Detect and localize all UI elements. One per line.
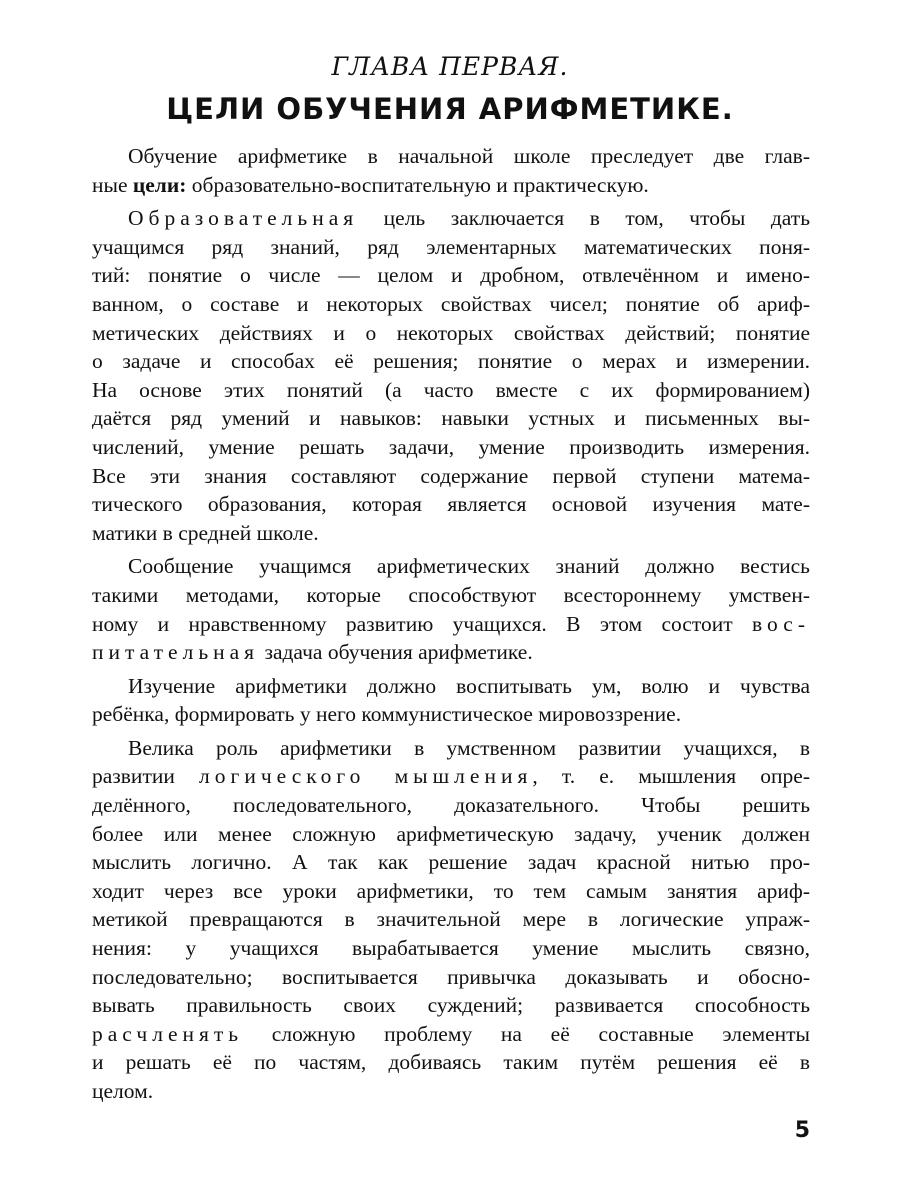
text-run: ные (92, 172, 133, 197)
text-line (92, 376, 810, 405)
text-run: ванном, о составе и некоторых свойствах чисел; понятие об ариф- (92, 291, 810, 316)
text-line (92, 848, 810, 877)
text-line (92, 762, 810, 791)
text-run: Все эти знания составляют содержание первой ступени матема- (92, 463, 810, 488)
text-run: сложную проблему на её составные элементы (243, 1021, 810, 1046)
text-line (92, 204, 810, 233)
text-run: На основе этих понятий (а часто вместе с их формированием) (92, 377, 810, 402)
text-run: Изучение арифметики должно воспитывать ум, волю и чувства (128, 673, 810, 698)
text-line (92, 490, 810, 519)
text-line (92, 820, 810, 849)
chapter-label: ГЛАВА ПЕРВАЯ. (331, 52, 569, 81)
paragraph (92, 552, 810, 666)
text-line (92, 1077, 810, 1106)
text-line (92, 963, 810, 992)
text-run: тического образования, которая является основой изучения мате- (92, 492, 810, 517)
text-run: цель заключается в том, чтобы дать (358, 206, 810, 231)
text-run: мыслить логично. А так как решение задач красной нитью про- (92, 850, 810, 875)
paragraph (92, 734, 810, 1106)
text-line (92, 290, 810, 319)
text-run: развитии (92, 764, 200, 789)
text-line (92, 991, 810, 1020)
text-run: метикой превращаются в значительной мере в логические упраж- (92, 907, 810, 932)
text-run: ребёнка, формировать у него коммунистическое мировоззрение. (92, 702, 682, 727)
text-line (92, 233, 810, 262)
text-line (92, 347, 810, 376)
text-line (92, 171, 810, 200)
page-number: 5 (794, 1118, 810, 1143)
text-line (92, 638, 810, 667)
text-line (92, 672, 810, 701)
text-run: Обучение арифметике в начальной школе преследует две глав- (128, 144, 810, 168)
text-run: матики в средней школе. (92, 520, 319, 545)
text-line (92, 581, 810, 610)
text-line (92, 877, 810, 906)
text-run: последовательно; воспитывается привычка доказывать и обосно- (92, 964, 810, 989)
text-run: Сообщение учащимся арифметических знаний должно вестись (128, 554, 810, 579)
text-run: образовательно-воспитательную и практическую. (186, 172, 649, 197)
text-line (92, 610, 810, 639)
spaced-emphasis: питательная (92, 640, 260, 665)
text-line (92, 261, 810, 290)
paragraph (92, 672, 810, 729)
text-run: делённого, последовательного, доказательного. Чтобы решить (92, 793, 810, 818)
text-run: ному и нравственному развитию учащихся. В этом состоит (92, 611, 752, 636)
text-line (92, 552, 810, 581)
paragraph (92, 204, 810, 547)
text-run: Велика роль арифметики в умственном развитии учащихся, в (128, 735, 810, 760)
text-run: ходит через все уроки арифметики, то тем самым занятия ариф- (92, 878, 810, 903)
bold-term: цели: (132, 172, 187, 197)
text-line (92, 433, 810, 462)
text-run: и решать её по частям, добиваясь таким путём решения её в (92, 1050, 810, 1075)
spaced-emphasis: вос- (752, 611, 810, 636)
text-run: числений, умение решать задачи, умение производить измерения. (92, 434, 810, 459)
text-line (92, 1020, 810, 1049)
text-run: целом. (92, 1079, 154, 1103)
chapter-title: ЦЕЛИ ОБУЧЕНИЯ АРИФМЕТИКЕ. (166, 92, 734, 126)
text-line (92, 791, 810, 820)
text-line (92, 934, 810, 963)
text-line (92, 734, 810, 763)
spaced-emphasis: Образовательная (128, 206, 359, 231)
text-run: метических действиях и о некоторых свойствах действий; понятие (92, 320, 810, 345)
text-run: тий: понятие о числе — целом и дробном, отвлечённом и имено- (92, 263, 810, 288)
text-line (92, 462, 810, 491)
text-line (92, 404, 810, 433)
text-run: такими методами, которые способствуют всестороннему умствен- (92, 582, 810, 607)
text-run: о задаче и способах её решения; понятие о мерах и измерении. (92, 349, 810, 374)
text-line (92, 905, 810, 934)
text-line (92, 1048, 810, 1077)
paragraph (92, 142, 810, 199)
spaced-emphasis: расчленять (92, 1021, 244, 1046)
text-run: даётся ряд умений и навыков: навыки устных и письменных вы- (92, 406, 810, 431)
text-run: нения: у учащихся вырабатывается умение мыслить связно, (92, 936, 810, 961)
text-line (92, 142, 810, 171)
text-line (92, 319, 810, 348)
text-run: задача обучения арифметике. (259, 640, 533, 665)
text-run: вывать правильность своих суждений; развивается способность (92, 993, 810, 1018)
body-text (92, 142, 810, 1111)
text-run: , т. е. мышления опре- (532, 764, 810, 789)
spaced-emphasis: логического мышления (199, 764, 533, 789)
text-run: учащимся ряд знаний, ряд элементарных математических поня- (92, 234, 810, 259)
text-run: более или менее сложную арифметическую задачу, ученик должен (92, 821, 810, 846)
text-line (92, 519, 810, 548)
text-line (92, 700, 810, 729)
